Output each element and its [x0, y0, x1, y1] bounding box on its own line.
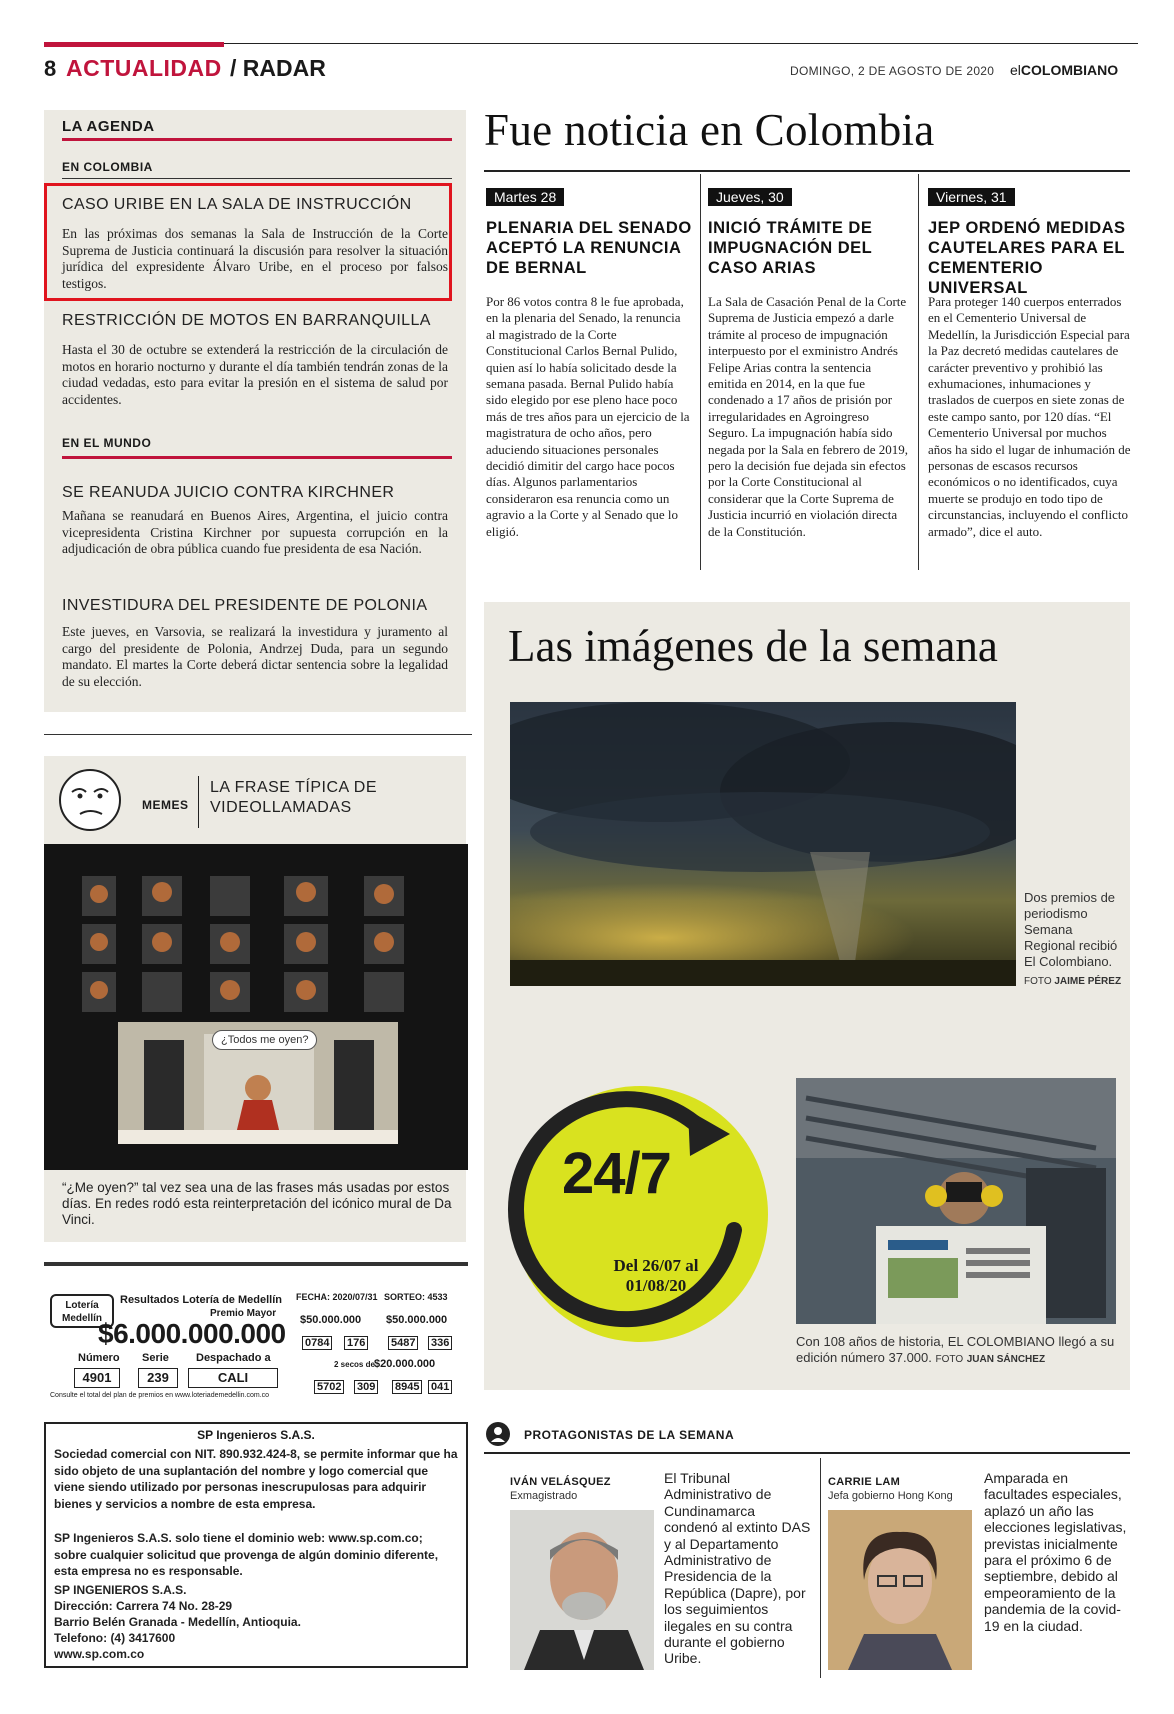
sp-title: SP Ingenieros S.A.S.: [197, 1428, 315, 1442]
sp-company: SP INGENIEROS S.A.S.: [54, 1583, 187, 1597]
news-headline[interactable]: INICIÓ TRÁMITE DE IMPUGNACIÓN DEL CASO ARIAS: [708, 219, 873, 277]
divider: [44, 734, 472, 735]
lottery-seco-numero: 8945: [392, 1380, 422, 1394]
sp-paragraph: SP Ingenieros S.A.S. solo tiene el dominio web: www.sp.com.co; sobre cualquier solicitud que provenga de algún dominio diferente, esta empresa no es responsable.: [54, 1531, 439, 1578]
storm-image: [510, 702, 1016, 986]
badge-dates: Del 26/07 al 01/08/20: [613, 1256, 699, 1295]
lottery-ciudad: CALI: [188, 1368, 278, 1388]
edition-badge-graphic: [502, 1076, 778, 1352]
day-tag: Viernes, 31: [928, 188, 1015, 206]
agenda-item-body: Mañana se reanudará en Buenos Aires, Argentina, el juicio contra vicepresidenta Cristina Kirchner por supuesta corrupción en la adjudicación de obra pública cuando fue presidenta de esa Nación.: [62, 508, 448, 556]
day-tag: Martes 28: [486, 188, 564, 206]
agenda-rule: [62, 456, 452, 459]
press-image: [796, 1078, 1116, 1324]
protagonistas-title: PROTAGONISTAS DE LA SEMANA: [524, 1428, 735, 1442]
person-photo[interactable]: [510, 1510, 654, 1670]
lottery-title: Resultados Lotería de Medellín: [120, 1294, 282, 1306]
agenda-item-title[interactable]: SE REANUDA JUICIO CONTRA KIRCHNER: [62, 484, 395, 501]
newspaper-logo[interactable]: [1010, 62, 1118, 78]
person-role: Jefa gobierno Hong Kong: [828, 1490, 953, 1502]
memes-label: MEMES: [142, 798, 189, 812]
news-body: Por 86 votos contra 8 le fue aprobada, en la plenaria del Senado, la renuncia al magistrado de la Corte Constitucional Carlos Bernal Pulido, quien así lo había solicitado desde la semana pasada. Bernal Pulido había sido elegido por ese pleno hace poco más de tres años para un ejercicio de la magistratura de ocho años, pero aduciendo situaciones personales decidió dimitir del cargo hace pocos días. Algunos parlamentarios consideraron esa renuncia como un agravio a la Corte y al Senado que lo eligió.: [486, 294, 690, 539]
sp-phone: Telefono: (4) 3417600: [54, 1631, 176, 1645]
news-headline[interactable]: JEP ORDENÓ MEDIDAS CAUTELARES PARA EL CEMENTERIO UNIVERSAL: [928, 219, 1126, 297]
lottery-fecha: [296, 1292, 378, 1302]
storm-credit: [1024, 974, 1124, 990]
credit-name: JUAN SÁNCHEZ: [966, 1354, 1046, 1365]
meme-face-icon: [56, 766, 124, 834]
press-caption: [796, 1334, 1126, 1368]
lottery-seco-amount: $50.000.000: [300, 1314, 362, 1326]
agenda-item-body: Este jueves, en Varsovia, se realizará la investidura y juramento al cargo del presidente de Polonia, Andrzej Duda, para un segundo mandato. El martes la Corte deberá dictar sentencia sobre la legalidad de su elección.: [62, 624, 448, 689]
images-title: Las imágenes de la semana: [508, 621, 998, 671]
noticia-rule: [484, 170, 1130, 172]
lottery-numero-label: Número: [78, 1352, 120, 1364]
page-number: 8: [44, 56, 57, 81]
subsection-name[interactable]: / RADAR: [230, 55, 326, 81]
person-name: CARRIE LAM: [828, 1476, 901, 1488]
lottery-sorteo-label: SORTEO:: [384, 1292, 426, 1302]
person-icon: [486, 1422, 510, 1446]
lottery-numero: 4901: [74, 1368, 120, 1388]
logo-prefix: el: [1010, 62, 1021, 78]
meme-image[interactable]: [44, 844, 468, 1170]
agenda-item-title[interactable]: CASO URIBE EN LA SALA DE INSTRUCCIÓN: [62, 196, 412, 213]
lottery-seco-label: 2 secos de: [334, 1360, 375, 1369]
news-body: La Sala de Casación Penal de la Corte Suprema de Justicia empezó a darle trámite al proceso de impugnación interpuesto por el exministro Andrés Felipe Arias contra la sentencia emitida en 2014, en la que fue condenado a 17 años de prisión por irregularidades en Agroingreso Seguro. La impugnación había sido negada por la Sala en febrero de 2019, pero la decisión fue dejada sin efectos por la Corte Constitucional al considerar que la Corte Suprema de Justicia incurrió en violación directa de la Constitución.: [708, 294, 908, 539]
lottery-logo-bottom: Medellín: [61, 1313, 102, 1324]
column-divider: [820, 1458, 821, 1678]
day-tag: Jueves, 30: [708, 188, 792, 206]
lottery-seco-numero: 0784: [302, 1336, 332, 1350]
noticia-title: Fue noticia en Colombia: [484, 105, 935, 155]
credit-label: FOTO: [935, 1354, 964, 1365]
lottery-seco-serie: 336: [428, 1336, 452, 1350]
lottery-fecha-value: 2020/07/31: [332, 1292, 378, 1302]
lottery-amount: $6.000.000.000: [98, 1318, 286, 1349]
agenda-item-body: En las próximas dos semanas la Sala de Instrucción de la Corte Suprema de Justicia continuará la discusión para resolver la situación jurídica del expresidente Álvaro Uribe, en el proceso por falsos testigos.: [62, 226, 448, 291]
press-photo[interactable]: [796, 1078, 1116, 1324]
badge-number: 24/7: [562, 1141, 671, 1206]
agenda-mundo-label: EN EL MUNDO: [62, 436, 152, 450]
header-date: DOMINGO, 2 DE AGOSTO DE 2020: [790, 64, 995, 78]
agenda-item-title[interactable]: INVESTIDURA DEL PRESIDENTE DE POLONIA: [62, 597, 428, 614]
memes-caption: “¿Me oyen?” tal vez sea una de las frases más usadas por estos días. En redes rodó esta reinterpretación del icónico mural de Da Vinci.: [62, 1180, 452, 1227]
person-body: Amparada en facultades especiales, aplazó un año las elecciones legislativas, previstas inicialmente para el próximo 6 de septiembre, debido al empeoramiento de la pandemia de la covid-19 en la ciudad.: [984, 1470, 1127, 1634]
lottery-fecha-label: FECHA:: [296, 1292, 330, 1302]
lottery-seco-serie: 176: [344, 1336, 368, 1350]
agenda-item-title[interactable]: RESTRICCIÓN DE MOTOS EN BARRANQUILLA: [62, 312, 431, 329]
divider: [198, 776, 199, 828]
logo-name: COLOMBIANO: [1020, 62, 1119, 78]
protagonistas-rule: [484, 1452, 1130, 1454]
lottery-premio: Premio Mayor: [210, 1308, 277, 1319]
column-divider: [918, 174, 919, 570]
lottery-seco-amount: $20.000.000: [374, 1358, 436, 1370]
credit-name: JAIME PÉREZ: [1054, 976, 1122, 987]
lottery-seco-numero: 5487: [388, 1336, 418, 1350]
person-role: Exmagistrado: [510, 1490, 578, 1502]
last-supper-grid: [44, 844, 468, 1170]
news-body: Para proteger 140 cuerpos enterrados en el Cementerio Universal de Medellín, la Jurisdicción Especial para la Paz decretó medidas cautelares de carácter preventivo y prohibió las exhumaciones, inhumaciones y traslados de cuerpos en siete zonas de este campo santo, por 120 días. “El Cementerio Universal por muchos años ha sido el lugar de inhumación de personas de escasos recursos económicos o no identificados, cuya muerte se produjo en todo tipo de circunstancias, incluyendo el conflicto armado”, dice el auto.: [928, 294, 1131, 539]
credit-label: FOTO: [1024, 976, 1052, 987]
person-body: El Tribunal Administrativo de Cundinamarca condenó al extinto DAS y al Departamento Administrativo de Presidencia de la República (Dapre), por los seguimientos ilegales en su contra durante el gobierno Uribe.: [664, 1470, 811, 1667]
person-name: IVÁN VELÁSQUEZ: [510, 1476, 611, 1488]
storm-photo[interactable]: [510, 702, 1016, 986]
sp-city: Barrio Belén Granada - Medellín, Antioquia.: [54, 1615, 301, 1629]
lottery-seco-amount: $50.000.000: [386, 1314, 448, 1326]
lottery-seco-serie: 041: [428, 1380, 452, 1394]
agenda-rule: [62, 138, 452, 141]
storm-caption: Dos premios de periodismo Semana Regional recibió El Colombiano.: [1024, 890, 1118, 969]
memes-title: LA FRASE TÍPICA DE VIDEOLLAMADAS: [210, 779, 377, 816]
column-divider: [700, 174, 701, 570]
lottery-seco-numero: 5702: [314, 1380, 344, 1394]
lottery-logo-top: Lotería: [65, 1300, 99, 1311]
lottery-seco-serie: 309: [354, 1380, 378, 1394]
divider: [62, 178, 452, 179]
lottery-serie-label: Serie: [142, 1352, 169, 1364]
agenda-item-body: Hasta el 30 de octubre se extenderá la restricción de la circulación de motos en horario nocturno y durante el día también tendrán zonas de la ciudad vedadas, esto para evitar la presión en el sistema de salud por accidentes.: [62, 342, 448, 407]
lottery-sorteo-value: 4533: [427, 1292, 448, 1302]
speech-bubble: ¿Todos me oyen?: [212, 1030, 317, 1050]
agenda-title: LA AGENDA: [62, 118, 155, 135]
sp-address: Dirección: Carrera 74 No. 28-29: [54, 1599, 233, 1613]
lottery-serie: 239: [138, 1368, 178, 1388]
sp-paragraph: Sociedad comercial con NIT. 890.932.424-8, se permite informar que ha sido objeto de una suplantación del nombre y logo comercial que viene siendo utilizado por personas inescrupulosas para adquirir bienes y servicios a nombre de esta empresa.: [54, 1447, 458, 1511]
section-name[interactable]: ACTUALIDAD: [66, 55, 222, 81]
sp-website[interactable]: www.sp.com.co: [54, 1647, 145, 1661]
lottery-despachado-label: Despachado a: [196, 1352, 271, 1364]
person-photo[interactable]: [828, 1510, 972, 1670]
lottery-sorteo: [384, 1292, 448, 1302]
press-caption-text: Con 108 años de historia, EL COLOMBIANO llegó a su edición número 37.000.: [796, 1334, 1115, 1365]
edition-badge[interactable]: [502, 1076, 778, 1352]
top-accent-bar: [44, 42, 224, 47]
agenda-colombia-label: EN COLOMBIA: [62, 160, 153, 174]
news-headline[interactable]: PLENARIA DEL SENADO ACEPTÓ LA RENUNCIA DE BERNAL: [486, 219, 692, 277]
lottery-footer: Consulte el total del plan de premios en www.loteriademedellin.com.co: [50, 1392, 270, 1399]
